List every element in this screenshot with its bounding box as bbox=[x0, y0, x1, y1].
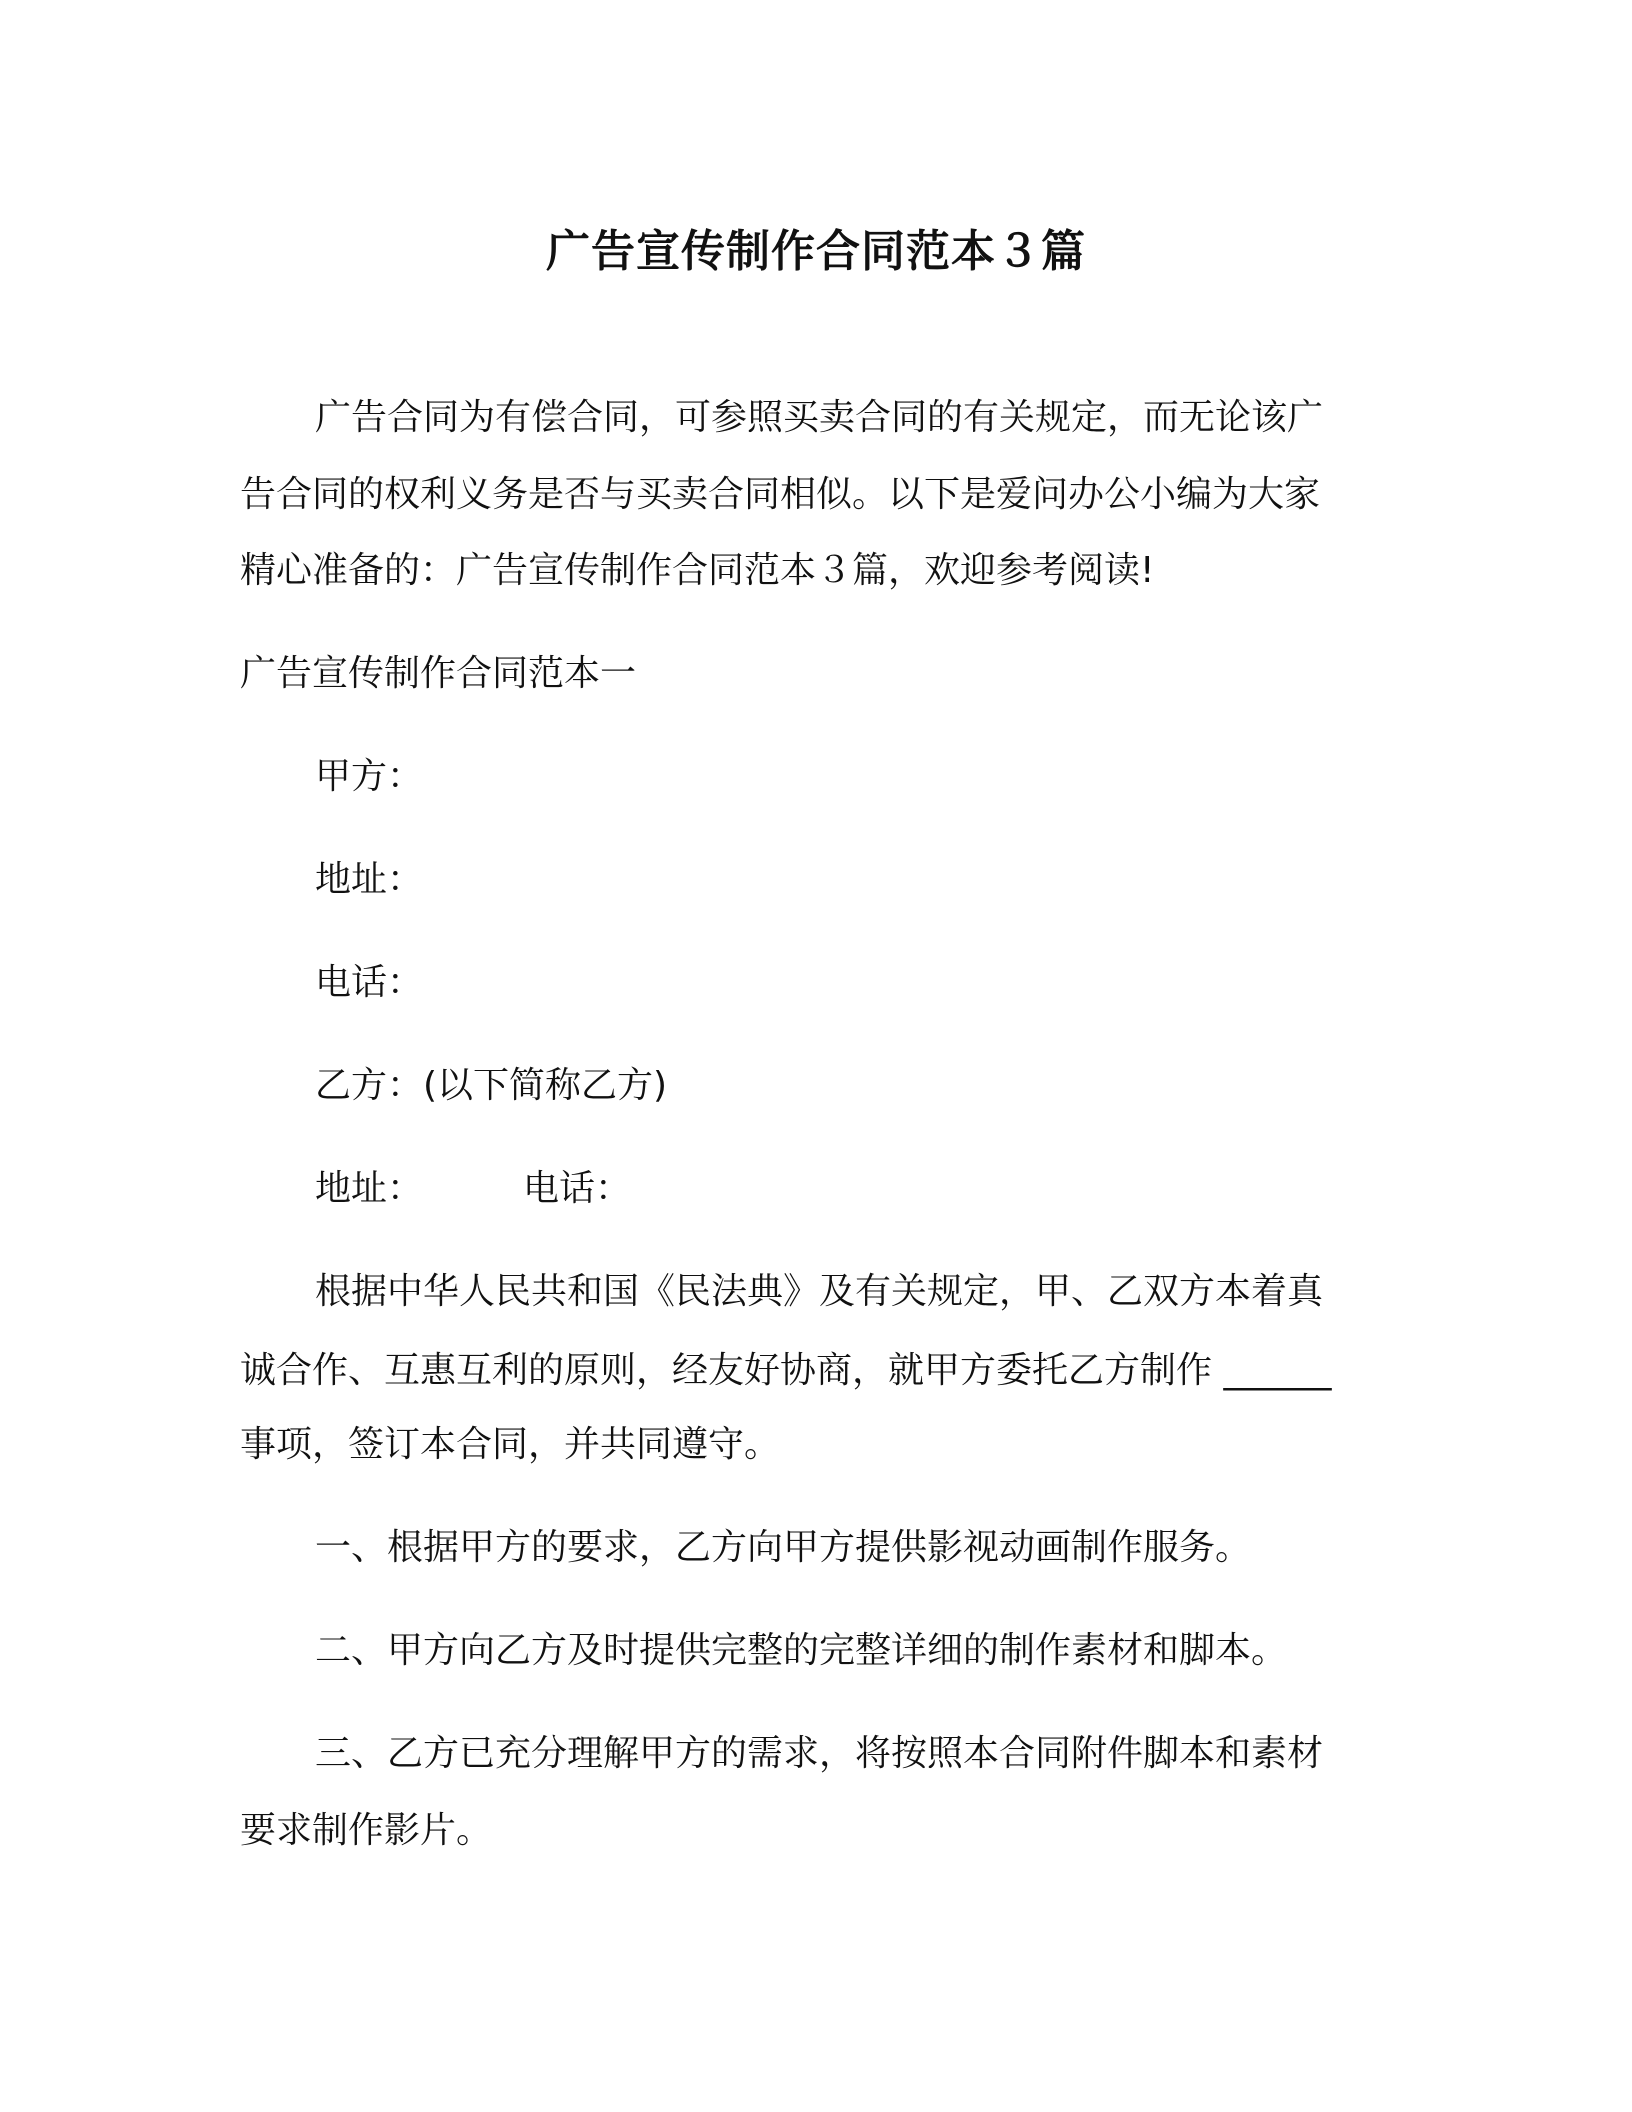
preamble-line-2: 诚合作、互惠互利的原则，经友好协商，就甲方委托乙方制作 ______ bbox=[240, 1350, 1332, 1391]
party-b-contact-line bbox=[315, 1164, 631, 1214]
document-title: 广告宣传制作合同范本３篇 bbox=[546, 226, 1086, 277]
party-b-label: 乙方：(以下简称乙方) bbox=[315, 1065, 668, 1106]
intro-line-3: 精心准备的：广告宣传制作合同范本３篇，欢迎参考阅读! bbox=[240, 550, 1155, 591]
clause-1: 一、根据甲方的要求，乙方向甲方提供影视动画制作服务。 bbox=[315, 1527, 1252, 1568]
intro-line-2: 告合同的权利义务是否与买卖合同相似。以下是爱问办公小编为大家 bbox=[240, 474, 1321, 515]
party-a-phone-label: 电话： bbox=[315, 962, 424, 1003]
party-a-address-label: 地址： bbox=[315, 859, 424, 900]
clause-2: 二、甲方向乙方及时提供完整的完整详细的制作素材和脚本。 bbox=[315, 1630, 1288, 1671]
section-heading: 广告宣传制作合同范本一 bbox=[240, 653, 637, 694]
preamble-line-1: 根据中华人民共和国《民法典》及有关规定，甲、乙双方本着真 bbox=[315, 1271, 1324, 1312]
party-a-label: 甲方： bbox=[315, 756, 424, 797]
clause-3-line-1: 三、乙方已充分理解甲方的需求，将按照本合同附件脚本和素材 bbox=[315, 1733, 1324, 1774]
preamble-line-3: 事项，签订本合同，并共同遵守。 bbox=[240, 1424, 781, 1465]
intro-line-1: 广告合同为有偿合同，可参照买卖合同的有关规定，而无论该广 bbox=[315, 397, 1324, 438]
party-b-phone-label: 电话： bbox=[523, 1168, 632, 1209]
party-b-address-label: 地址： bbox=[315, 1168, 424, 1209]
clause-3-line-2: 要求制作影片。 bbox=[240, 1810, 493, 1851]
